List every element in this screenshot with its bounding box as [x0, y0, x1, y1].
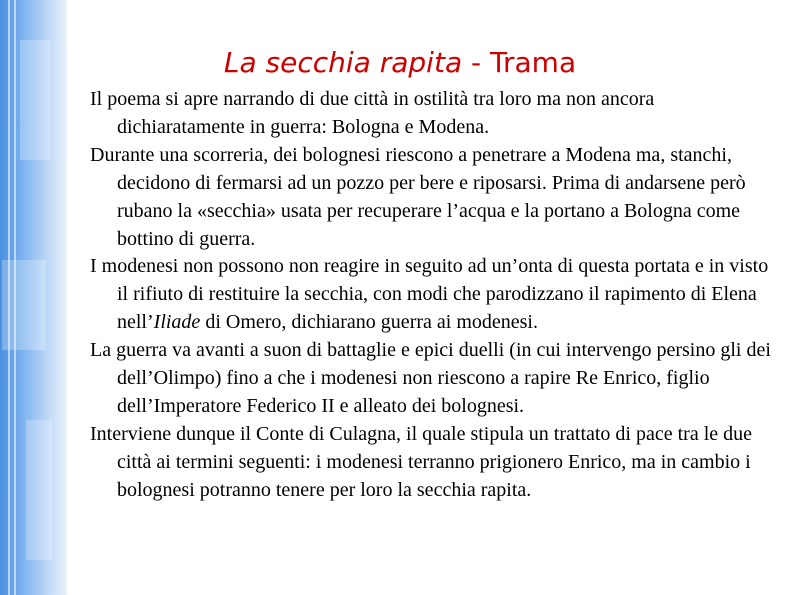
slide-title-italic: La secchia rapita: [223, 46, 463, 79]
slide-body: [90, 86, 780, 505]
paragraph-5: Interviene dunque il Conte di Culagna, il quale stipula un trattato di pace tra le due città ai termini seguenti: i modenesi terranno prigionero Enrico, ma in cambio i bolognesi potranno tenere per loro la secchia rapita.: [90, 422, 753, 501]
paragraph-3-italic: Iliade: [153, 311, 201, 334]
paragraph-3: [90, 253, 780, 337]
paragraph-3-before: I modenesi non possono non reagire in seguito ad un’onta di questa portata e in visto il rifiuto di restituire la secchia, con modi che parodizzano il rapimento di Elena nell’: [90, 255, 769, 334]
paragraph-3-after: di Omero, dichiarano guerra ai modenesi.: [200, 311, 538, 334]
side-bar-block: [26, 420, 52, 560]
slide-title-rest: - Trama: [462, 46, 577, 79]
slide-title: [0, 43, 794, 83]
paragraph-4: La guerra va avanti a suon di battaglie e epici duelli (in cui intervengo persino gli dei dell’Olimpo) fino a che i modenesi non riescono a rapire Re Enrico, figlio dell’Imperatore Federico II e alleato dei bolognesi.: [90, 339, 771, 417]
decorative-side-bar: [0, 0, 67, 595]
paragraph-1: Il poema si apre narrando di due città in ostilità tra loro ma non ancora dichiaratamente in guerra: Bologna e Modena.: [90, 88, 655, 138]
side-bar-block: [2, 260, 46, 350]
paragraph-2: Durante una scorreria, dei bolognesi riescono a penetrare a Modena ma, stanchi, decidono di fermarsi ad un pozzo per bere e riposarsi. Prima di andarsene però rubano la «secchia» usata per recuperare l’acqua e la portano a Bologna come bottino di guerra.: [90, 143, 746, 250]
